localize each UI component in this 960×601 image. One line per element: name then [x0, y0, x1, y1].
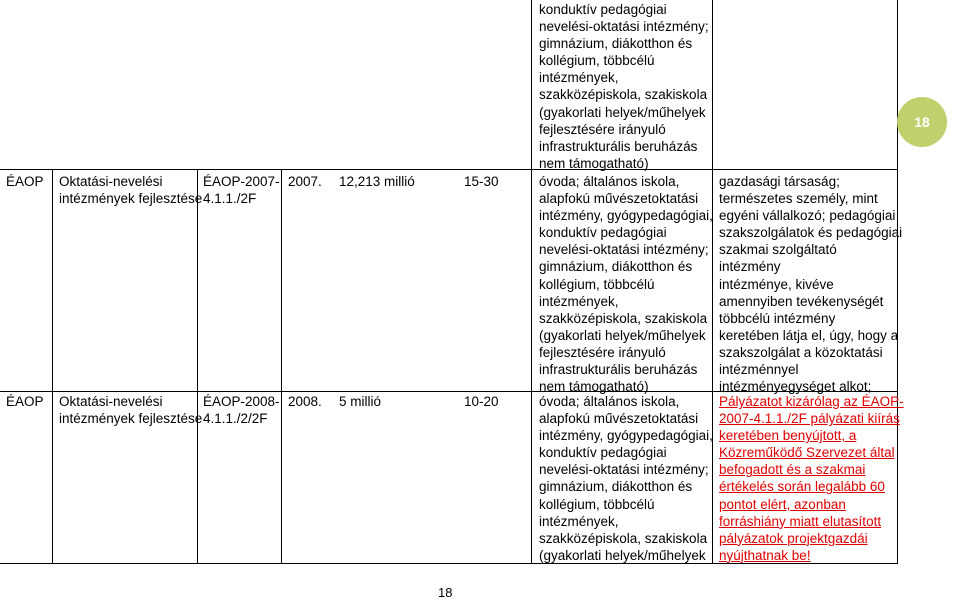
- intervention-name-cell: Oktatási-nevelési intézmények fejlesztése: [59, 394, 203, 427]
- footer-page-number: 18: [438, 585, 453, 600]
- row-divider-top: [0, 169, 898, 170]
- program-cell: ÉAOP: [6, 174, 44, 189]
- eligible-applicants-cell: gazdasági társaság; természetes személy, mint egyéni vállalkozó; pedagógiai szakszolgálatok és pedagógiai szakmai szolgáltató intézmény intézménye, kivéve amennyiben tevékenységét többcélú intézmény keretében látja el, úgy, hogy a szakszolgálat a közoktatási intézménnyel intézményegységet alkot;: [719, 174, 903, 395]
- description-cell: óvoda; általános iskola, alapfokú művészetoktatási intézmény, gyógypedagógiai, konduktív pedagógiai nevelési-oktatási intézmény; gimnázium, diákotthon és kollégium, többcélú intézmények, szakközépiskola, szakiskola (gyakorlati helyek/műhelyek: [539, 394, 713, 563]
- range-cell: 15-30: [464, 174, 499, 189]
- eligibility-note-red: Pályázatot kizárólag az ÉAOP- 2007-4.1.1./2F pályázati kiírás keretében benyújtott, a Közreműködő Szervezet által befogadott és a szakmai értékelés során legalább 60 pontot elért, azonban forráshiány miatt elutasított pályázatok projektgazdái nyújthatnak be!: [719, 394, 904, 563]
- call-code-cell: ÉAOP-2008- 4.1.1./2/2F: [203, 394, 280, 427]
- column-divider: [531, 0, 532, 564]
- call-code-cell: ÉAOP-2007- 4.1.1./2F: [203, 174, 280, 207]
- program-cell: ÉAOP: [6, 394, 44, 409]
- intervention-name-cell: Oktatási-nevelési intézmények fejlesztése: [59, 174, 203, 207]
- column-divider: [281, 169, 282, 564]
- amount-cell: 12,213 millió: [339, 174, 415, 189]
- description-continued: konduktív pedagógiai nevelési-oktatási intézmény; gimnázium, diákotthon és kollégium, többcélú intézmények, szakközépiskola, szakiskola (gyakorlati helyek/műhelyek fejlesztésére irányuló infrastrukturális beruházás nem támogatható): [539, 2, 709, 171]
- column-divider: [52, 169, 53, 564]
- column-divider: [197, 169, 198, 564]
- page-number-badge: 18: [897, 97, 947, 147]
- amount-cell: 5 millió: [339, 394, 382, 409]
- year-cell: 2008.: [288, 394, 322, 409]
- description-cell: óvoda; általános iskola, alapfokú művészetoktatási intézmény, gyógypedagógiai, konduktív pedagógiai nevelési-oktatási intézmény; gimnázium, diákotthon és kollégium, többcélú intézmények, szakközépiskola, szakiskola (gyakorlati helyek/műhelyek fejlesztésére irányuló infrastrukturális beruházás nem támogatható): [539, 174, 713, 395]
- year-cell: 2007.: [288, 174, 322, 189]
- range-cell: 10-20: [464, 394, 499, 409]
